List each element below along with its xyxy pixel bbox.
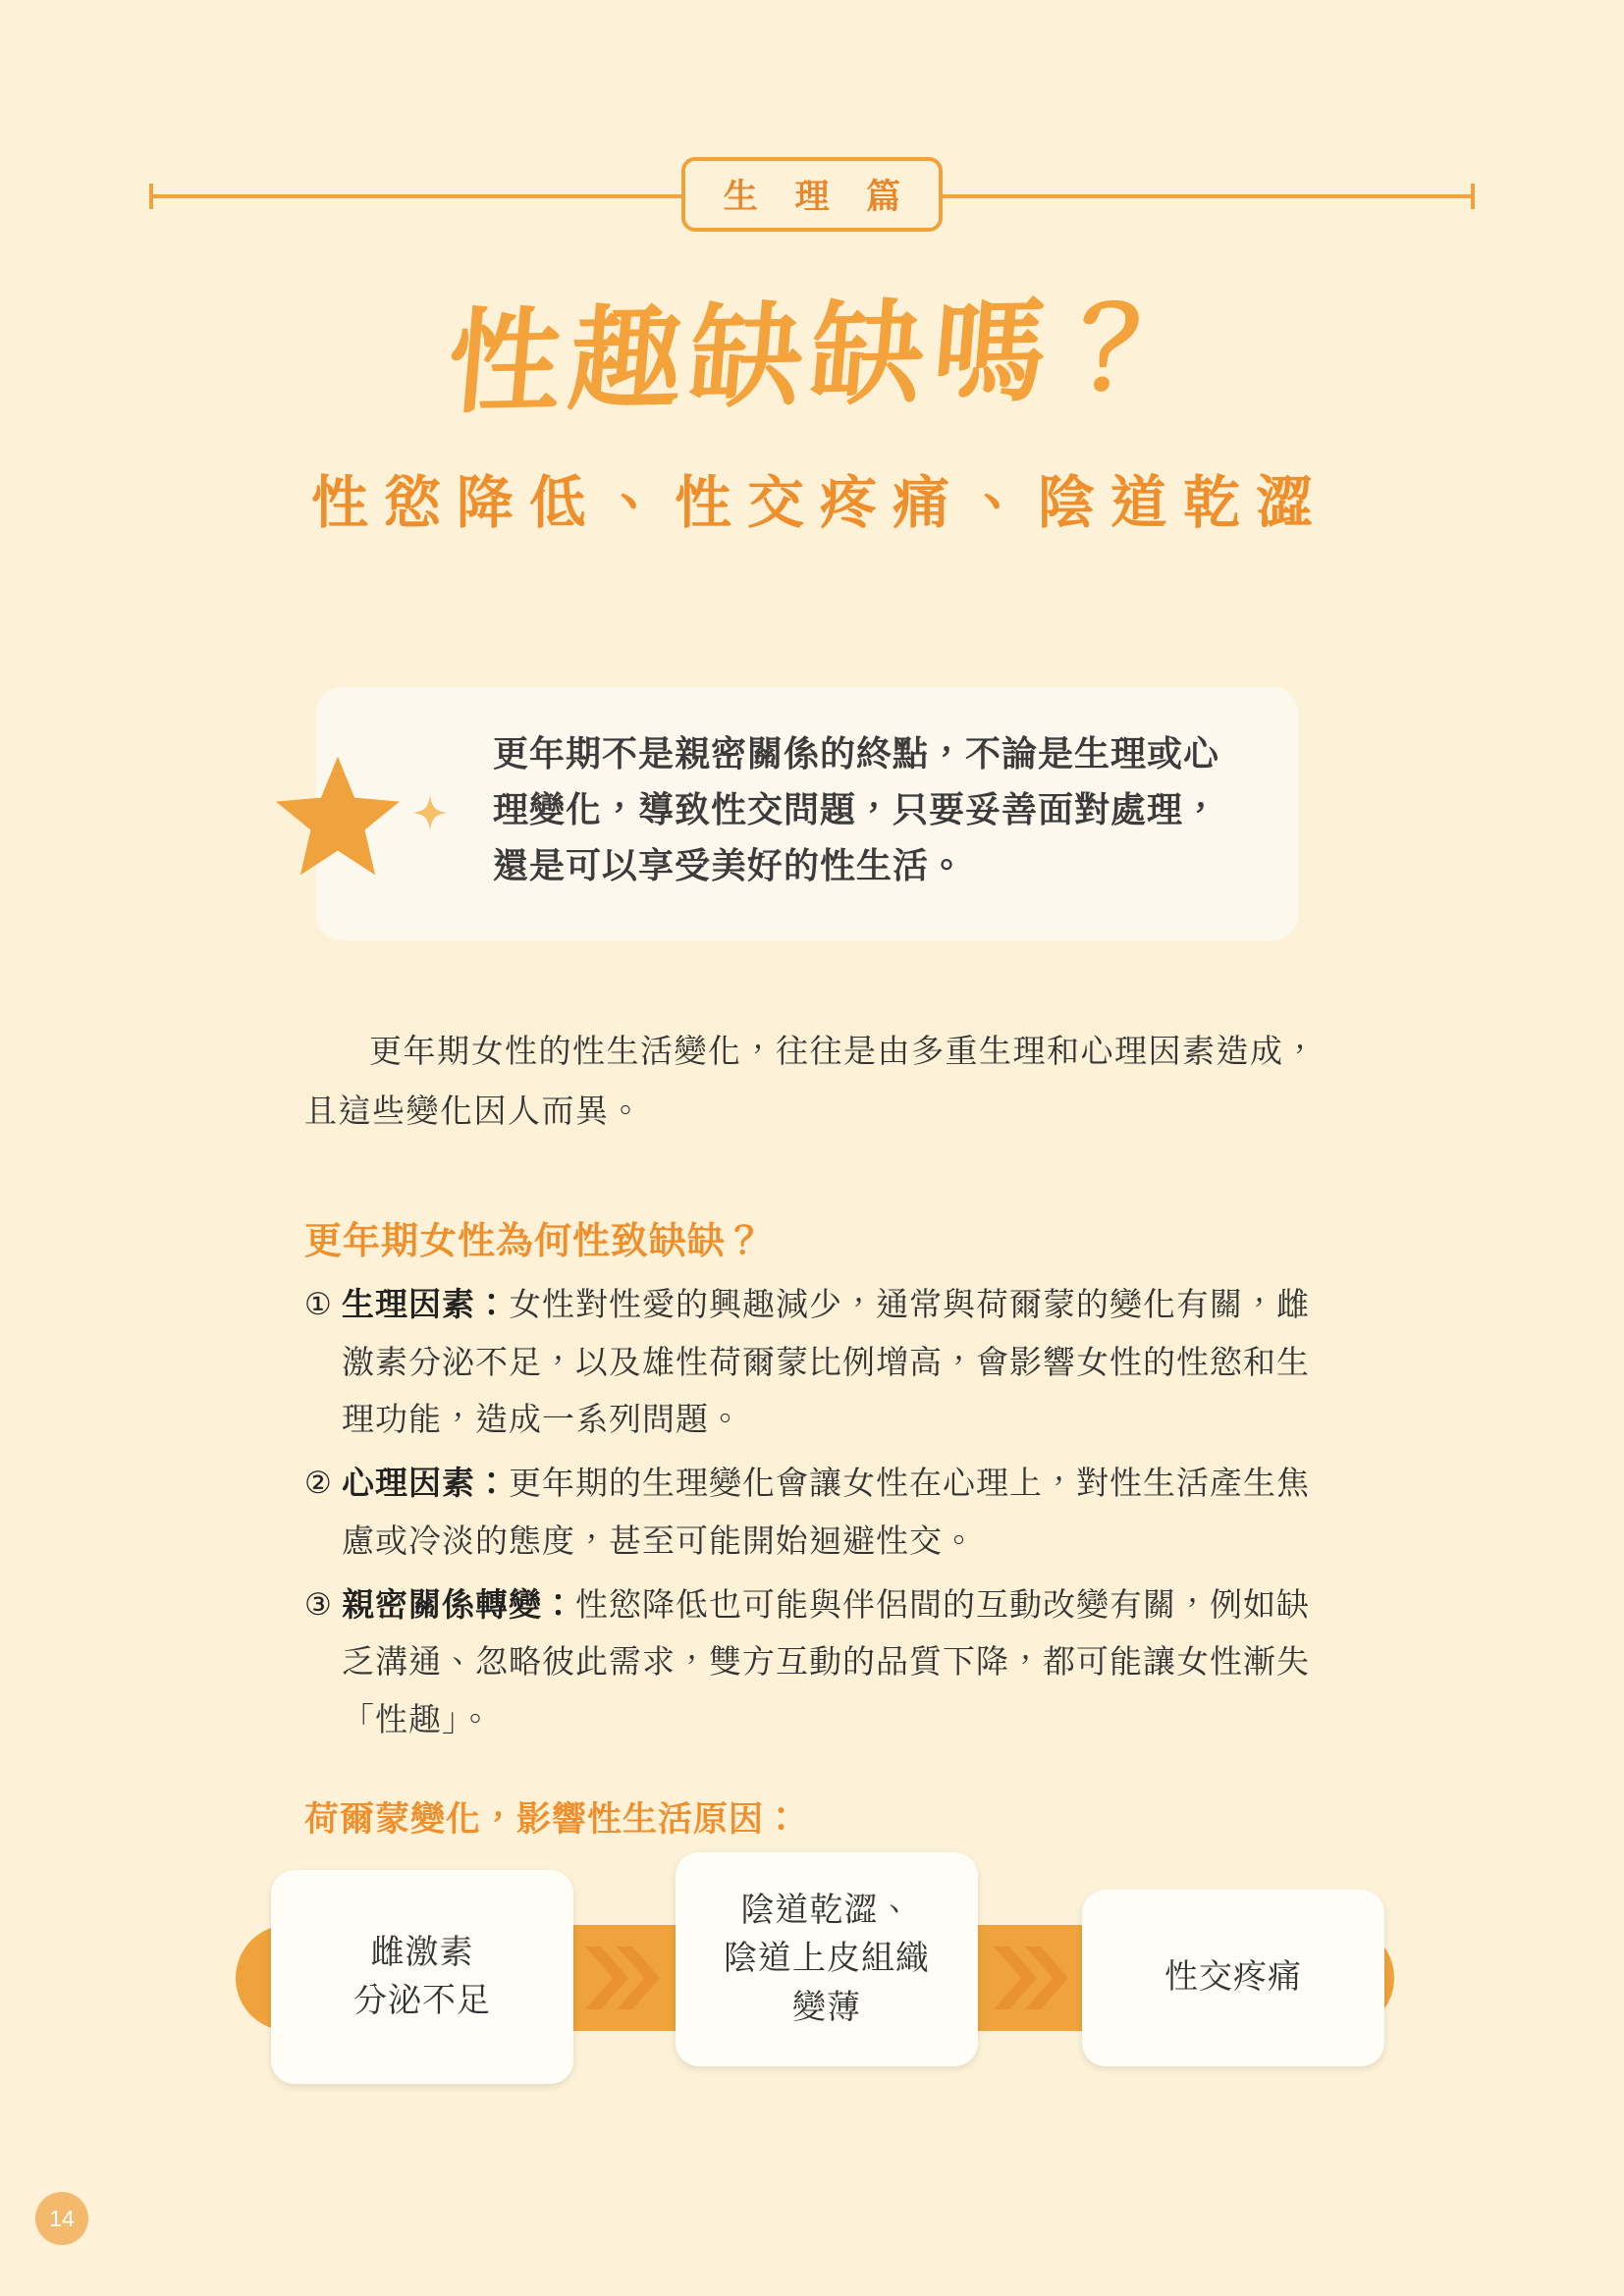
reason-list [304,1276,1326,1755]
list-item [304,1576,1326,1749]
flow-step-3: 性交疼痛 [1082,1890,1384,2066]
question-heading: 更年期女性為何性致缺缺？ [304,1221,765,1262]
sparkle-icon [412,795,448,830]
ribbon-line-right [925,194,1475,198]
list-item-number: ② [304,1466,333,1501]
list-item-term: 生理因素： [342,1286,509,1322]
list-item [304,1455,1326,1570]
list-item-body [342,1276,1326,1449]
highlight-callout [316,687,1298,940]
flow-heading: 荷爾蒙變化，影響性生活原因： [304,1800,800,1839]
list-item [304,1276,1326,1449]
flow-step-1: 雌激素 分泌不足 [271,1870,573,2084]
list-item-text: 性慾降低也可能與伴侶間的互動改變有關，例如缺乏溝通、忽略彼此需求，雙方互動的品質下降，都可能讓女性漸失「性趣」。 [342,1585,1310,1738]
section-tag-label: 生 理 篇 [723,178,915,216]
page-number: 14 [35,2192,88,2245]
list-item-body [342,1455,1326,1570]
chevron-right-icon [994,1947,1068,2009]
list-item-term: 心理因素： [342,1465,509,1502]
list-item-number: ① [304,1287,333,1321]
chevron-right-icon [585,1947,660,2009]
flow-step-2: 陰道乾澀、 陰道上皮組織 變薄 [676,1852,978,2066]
ribbon-line-left [149,194,699,198]
page-title: 性趣缺缺嗎？ [442,283,1180,430]
flow-diagram [236,1870,1394,2086]
star-icon [273,754,403,878]
list-item-text: 更年期的生理變化會讓女性在心理上，對性生活產生焦慮或冷淡的態度，甚至可能開始迴避性交。 [342,1465,1310,1559]
section-ribbon [0,157,1624,236]
list-item-number: ③ [304,1586,333,1622]
list-item-term: 親密關係轉變： [342,1585,575,1623]
list-item-body [342,1576,1326,1749]
section-tag [681,157,943,232]
page-subtitle: 性慾降低、性交疼痛、陰道乾澀 [310,471,1328,535]
list-item-text: 女性對性愛的興趣減少，通常與荷爾蒙的變化有關，雌激素分泌不足，以及雄性荷爾蒙比例增高，會影響女性的性慾和生理功能，造成一系列問題。 [342,1286,1310,1438]
intro-paragraph: 更年期女性的性生活變化，往往是由多重生理和心理因素造成，且這些變化因人而異。 [304,1033,1318,1130]
callout-text: 更年期不是親密關係的終點，不論是生理或心理變化，導致性交問題，只要妥善面對處理，還是可以享受美好的性生活。 [493,733,1220,885]
